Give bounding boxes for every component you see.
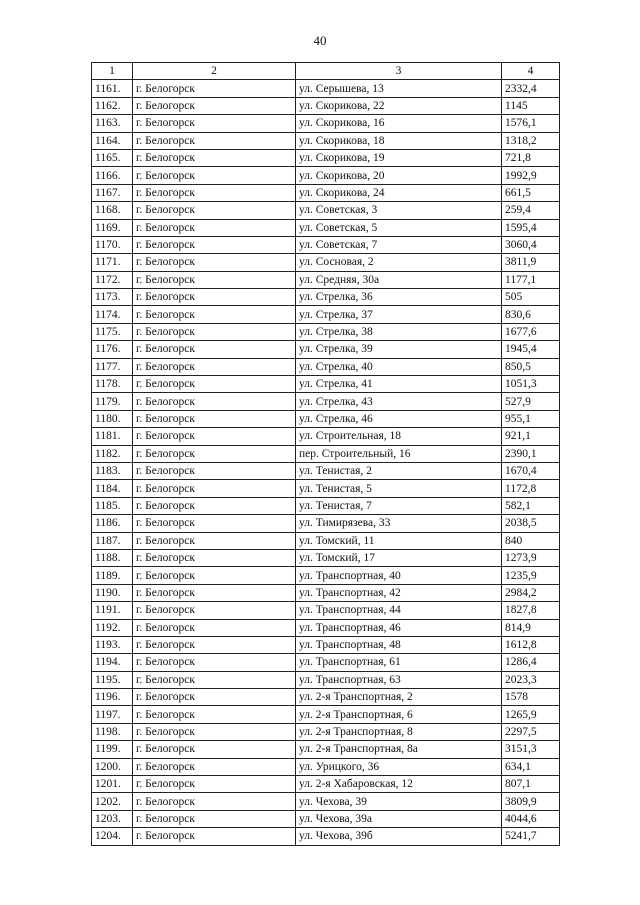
- row-number: 1173.: [92, 289, 133, 306]
- address-cell: ул. Стрелка, 38: [296, 323, 502, 340]
- city-cell: г. Белогорск: [133, 532, 296, 549]
- table-row: [92, 97, 560, 114]
- table-row: [92, 810, 560, 827]
- city-cell: г. Белогорск: [133, 97, 296, 114]
- value-cell: 2984,2: [502, 584, 560, 601]
- city-cell: г. Белогорск: [133, 271, 296, 288]
- row-number: 1201.: [92, 776, 133, 793]
- row-number: 1172.: [92, 271, 133, 288]
- page-number: 40: [313, 33, 327, 48]
- table-row: [92, 706, 560, 723]
- row-number: 1183.: [92, 462, 133, 479]
- address-cell: ул. 2-я Транспортная, 6: [296, 706, 502, 723]
- row-number: 1195.: [92, 671, 133, 688]
- city-cell: г. Белогорск: [133, 828, 296, 845]
- row-number: 1168.: [92, 202, 133, 219]
- row-number: 1161.: [92, 80, 133, 97]
- address-cell: ул. Стрелка, 37: [296, 306, 502, 323]
- table-row: [92, 167, 560, 184]
- value-cell: 1051,3: [502, 376, 560, 393]
- city-cell: г. Белогорск: [133, 462, 296, 479]
- table-row: [92, 654, 560, 671]
- city-cell: г. Белогорск: [133, 323, 296, 340]
- column-header-3: 3: [296, 63, 502, 80]
- table-row: [92, 132, 560, 149]
- address-cell: ул. Транспортная, 46: [296, 619, 502, 636]
- address-cell: ул. Стрелка, 39: [296, 341, 502, 358]
- row-number: 1193.: [92, 636, 133, 653]
- city-cell: г. Белогорск: [133, 202, 296, 219]
- value-cell: 5241,7: [502, 828, 560, 845]
- table-row: [92, 410, 560, 427]
- address-cell: ул. Транспортная, 48: [296, 636, 502, 653]
- city-cell: г. Белогорск: [133, 706, 296, 723]
- value-cell: 1172,8: [502, 480, 560, 497]
- city-cell: г. Белогорск: [133, 758, 296, 775]
- value-cell: 1145: [502, 97, 560, 114]
- city-cell: г. Белогорск: [133, 289, 296, 306]
- address-cell: ул. Строительная, 18: [296, 428, 502, 445]
- city-cell: г. Белогорск: [133, 149, 296, 166]
- value-cell: 840: [502, 532, 560, 549]
- address-cell: ул. Средняя, 30а: [296, 271, 502, 288]
- row-number: 1184.: [92, 480, 133, 497]
- table-row: [92, 689, 560, 706]
- address-cell: ул. Скорикова, 18: [296, 132, 502, 149]
- city-cell: г. Белогорск: [133, 723, 296, 740]
- city-cell: г. Белогорск: [133, 671, 296, 688]
- address-cell: ул. Чехова, 39: [296, 793, 502, 810]
- address-cell: ул. Томский, 11: [296, 532, 502, 549]
- address-cell: ул. Транспортная, 44: [296, 602, 502, 619]
- city-cell: г. Белогорск: [133, 602, 296, 619]
- city-cell: г. Белогорск: [133, 236, 296, 253]
- value-cell: 4044,6: [502, 810, 560, 827]
- value-cell: 1265,9: [502, 706, 560, 723]
- row-number: 1174.: [92, 306, 133, 323]
- address-cell: ул. Советская, 5: [296, 219, 502, 236]
- city-cell: г. Белогорск: [133, 393, 296, 410]
- column-header-1: 1: [92, 63, 133, 80]
- row-number: 1177.: [92, 358, 133, 375]
- city-cell: г. Белогорск: [133, 115, 296, 132]
- table-row: [92, 341, 560, 358]
- address-cell: ул. 2-я Транспортная, 8а: [296, 741, 502, 758]
- address-cell: ул. Транспортная, 42: [296, 584, 502, 601]
- table-row: [92, 376, 560, 393]
- address-cell: ул. Скорикова, 20: [296, 167, 502, 184]
- address-cell: ул. 2-я Хабаровская, 12: [296, 776, 502, 793]
- city-cell: г. Белогорск: [133, 167, 296, 184]
- row-number: 1180.: [92, 410, 133, 427]
- value-cell: 1318,2: [502, 132, 560, 149]
- table-row: [92, 358, 560, 375]
- value-cell: 1677,6: [502, 323, 560, 340]
- address-cell: ул. 2-я Транспортная, 2: [296, 689, 502, 706]
- table-row: [92, 619, 560, 636]
- city-cell: г. Белогорск: [133, 497, 296, 514]
- table-row: [92, 758, 560, 775]
- value-cell: 1576,1: [502, 115, 560, 132]
- city-cell: г. Белогорск: [133, 184, 296, 201]
- city-cell: г. Белогорск: [133, 619, 296, 636]
- address-cell: ул. Чехова, 39а: [296, 810, 502, 827]
- city-cell: г. Белогорск: [133, 549, 296, 566]
- value-cell: 3809,9: [502, 793, 560, 810]
- row-number: 1164.: [92, 132, 133, 149]
- table-row: [92, 480, 560, 497]
- table-row: [92, 445, 560, 462]
- table-row: [92, 793, 560, 810]
- table-row: [92, 80, 560, 97]
- address-cell: ул. Транспортная, 61: [296, 654, 502, 671]
- row-number: 1167.: [92, 184, 133, 201]
- address-cell: ул. Стрелка, 43: [296, 393, 502, 410]
- table-row: [92, 393, 560, 410]
- row-number: 1198.: [92, 723, 133, 740]
- value-cell: 1273,9: [502, 549, 560, 566]
- value-cell: 3151,3: [502, 741, 560, 758]
- city-cell: г. Белогорск: [133, 793, 296, 810]
- row-number: 1170.: [92, 236, 133, 253]
- value-cell: 505: [502, 289, 560, 306]
- city-cell: г. Белогорск: [133, 80, 296, 97]
- table-row: [92, 184, 560, 201]
- address-cell: ул. Урицкого, 36: [296, 758, 502, 775]
- address-cell: ул. Советская, 3: [296, 202, 502, 219]
- address-cell: пер. Строительный, 16: [296, 445, 502, 462]
- table-row: [92, 219, 560, 236]
- row-number: 1163.: [92, 115, 133, 132]
- row-number: 1165.: [92, 149, 133, 166]
- table-row: [92, 549, 560, 566]
- city-cell: г. Белогорск: [133, 410, 296, 427]
- row-number: 1171.: [92, 254, 133, 271]
- row-number: 1181.: [92, 428, 133, 445]
- row-number: 1187.: [92, 532, 133, 549]
- row-number: 1194.: [92, 654, 133, 671]
- row-number: 1166.: [92, 167, 133, 184]
- value-cell: 1945,4: [502, 341, 560, 358]
- value-cell: 527,9: [502, 393, 560, 410]
- address-cell: ул. Стрелка, 36: [296, 289, 502, 306]
- row-number: 1196.: [92, 689, 133, 706]
- value-cell: 2332,4: [502, 80, 560, 97]
- address-cell: ул. Серышева, 13: [296, 80, 502, 97]
- city-cell: г. Белогорск: [133, 584, 296, 601]
- city-cell: г. Белогорск: [133, 810, 296, 827]
- value-cell: 582,1: [502, 497, 560, 514]
- row-number: 1200.: [92, 758, 133, 775]
- table-row: [92, 567, 560, 584]
- column-header-4: 4: [502, 63, 560, 80]
- address-cell: ул. Скорикова, 19: [296, 149, 502, 166]
- city-cell: г. Белогорск: [133, 445, 296, 462]
- row-number: 1189.: [92, 567, 133, 584]
- address-cell: ул. Транспортная, 40: [296, 567, 502, 584]
- city-cell: г. Белогорск: [133, 341, 296, 358]
- table-row: [92, 776, 560, 793]
- value-cell: 1992,9: [502, 167, 560, 184]
- table-row: [92, 254, 560, 271]
- row-number: 1176.: [92, 341, 133, 358]
- row-number: 1178.: [92, 376, 133, 393]
- table-row: [92, 532, 560, 549]
- row-number: 1199.: [92, 741, 133, 758]
- row-number: 1191.: [92, 602, 133, 619]
- row-number: 1190.: [92, 584, 133, 601]
- address-cell: ул. Чехова, 39б: [296, 828, 502, 845]
- value-cell: 955,1: [502, 410, 560, 427]
- city-cell: г. Белогорск: [133, 428, 296, 445]
- value-cell: 634,1: [502, 758, 560, 775]
- table-row: [92, 636, 560, 653]
- row-number: 1203.: [92, 810, 133, 827]
- value-cell: 2023,3: [502, 671, 560, 688]
- value-cell: 661,5: [502, 184, 560, 201]
- table-row: [92, 497, 560, 514]
- value-cell: 2297,5: [502, 723, 560, 740]
- row-number: 1162.: [92, 97, 133, 114]
- row-number: 1188.: [92, 549, 133, 566]
- value-cell: 2038,5: [502, 515, 560, 532]
- value-cell: 807,1: [502, 776, 560, 793]
- address-cell: ул. Скорикова, 22: [296, 97, 502, 114]
- table-row: [92, 323, 560, 340]
- row-number: 1179.: [92, 393, 133, 410]
- value-cell: 1670,4: [502, 462, 560, 479]
- value-cell: 830,6: [502, 306, 560, 323]
- row-number: 1182.: [92, 445, 133, 462]
- table-row: [92, 723, 560, 740]
- table-row: [92, 149, 560, 166]
- value-cell: 1595,4: [502, 219, 560, 236]
- row-number: 1197.: [92, 706, 133, 723]
- column-header-2: 2: [133, 63, 296, 80]
- table-row: [92, 202, 560, 219]
- value-cell: 1578: [502, 689, 560, 706]
- value-cell: 814,9: [502, 619, 560, 636]
- row-number: 1202.: [92, 793, 133, 810]
- city-cell: г. Белогорск: [133, 480, 296, 497]
- value-cell: 3060,4: [502, 236, 560, 253]
- city-cell: г. Белогорск: [133, 567, 296, 584]
- row-number: 1192.: [92, 619, 133, 636]
- address-cell: ул. Тенистая, 2: [296, 462, 502, 479]
- city-cell: г. Белогорск: [133, 515, 296, 532]
- value-cell: 1286,4: [502, 654, 560, 671]
- city-cell: г. Белогорск: [133, 741, 296, 758]
- address-cell: ул. Сосновая, 2: [296, 254, 502, 271]
- table-row: [92, 602, 560, 619]
- value-cell: 1235,9: [502, 567, 560, 584]
- row-number: 1175.: [92, 323, 133, 340]
- value-cell: 850,5: [502, 358, 560, 375]
- row-number: 1169.: [92, 219, 133, 236]
- address-cell: ул. Тенистая, 5: [296, 480, 502, 497]
- city-cell: г. Белогорск: [133, 219, 296, 236]
- table-row: [92, 236, 560, 253]
- city-cell: г. Белогорск: [133, 654, 296, 671]
- table-row: [92, 584, 560, 601]
- table-body: [92, 80, 560, 845]
- address-cell: ул. Томский, 17: [296, 549, 502, 566]
- table-row: [92, 115, 560, 132]
- city-cell: г. Белогорск: [133, 306, 296, 323]
- city-cell: г. Белогорск: [133, 376, 296, 393]
- value-cell: 721,8: [502, 149, 560, 166]
- table-row: [92, 671, 560, 688]
- address-cell: ул. Скорикова, 24: [296, 184, 502, 201]
- table-row: [92, 828, 560, 845]
- city-cell: г. Белогорск: [133, 132, 296, 149]
- address-cell: ул. Скорикова, 16: [296, 115, 502, 132]
- table-row: [92, 271, 560, 288]
- row-number: 1204.: [92, 828, 133, 845]
- value-cell: 1612,8: [502, 636, 560, 653]
- address-cell: ул. Стрелка, 41: [296, 376, 502, 393]
- address-cell: ул. Тенистая, 7: [296, 497, 502, 514]
- city-cell: г. Белогорск: [133, 636, 296, 653]
- address-cell: ул. Тимирязева, 33: [296, 515, 502, 532]
- city-cell: г. Белогорск: [133, 358, 296, 375]
- value-cell: 259,4: [502, 202, 560, 219]
- table-row: [92, 428, 560, 445]
- address-cell: ул. Транспортная, 63: [296, 671, 502, 688]
- table-row: [92, 515, 560, 532]
- table-header-row: [92, 63, 560, 80]
- value-cell: 3811,9: [502, 254, 560, 271]
- table-row: [92, 306, 560, 323]
- city-cell: г. Белогорск: [133, 689, 296, 706]
- value-cell: 921,1: [502, 428, 560, 445]
- value-cell: 2390,1: [502, 445, 560, 462]
- address-cell: ул. 2-я Транспортная, 8: [296, 723, 502, 740]
- table-row: [92, 289, 560, 306]
- value-cell: 1827,8: [502, 602, 560, 619]
- address-cell: ул. Стрелка, 46: [296, 410, 502, 427]
- value-cell: 1177,1: [502, 271, 560, 288]
- address-cell: ул. Советская, 7: [296, 236, 502, 253]
- property-table: [91, 62, 560, 846]
- city-cell: г. Белогорск: [133, 254, 296, 271]
- row-number: 1186.: [92, 515, 133, 532]
- table-row: [92, 741, 560, 758]
- address-cell: ул. Стрелка, 40: [296, 358, 502, 375]
- table-row: [92, 462, 560, 479]
- city-cell: г. Белогорск: [133, 776, 296, 793]
- row-number: 1185.: [92, 497, 133, 514]
